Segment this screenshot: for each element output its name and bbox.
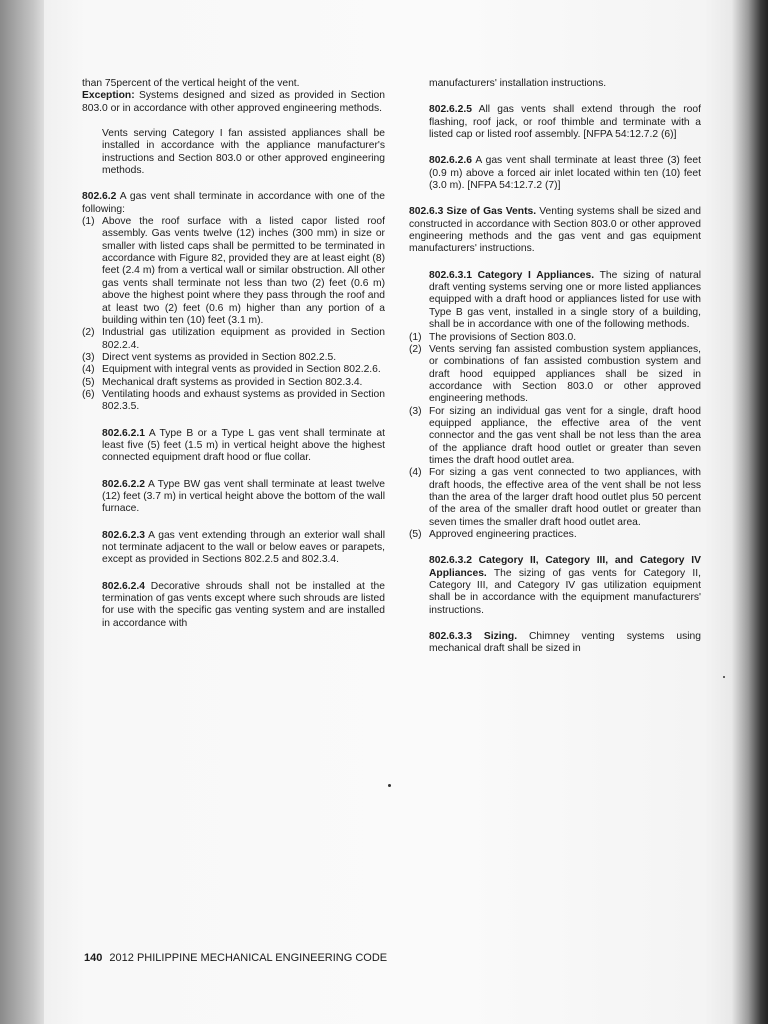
- section-text: A gas vent shall terminate in accordance with one of the following:: [82, 191, 385, 215]
- list-item-number: (4): [82, 364, 95, 376]
- exception-text: Systems designed and sized as provided in Section 803.0 or in accordance with other approved engineering methods.: [82, 90, 385, 114]
- list-item-number: (1): [409, 331, 422, 343]
- right-column: [409, 78, 701, 656]
- section-802-6-2-2: [82, 479, 385, 516]
- section-802-6-2-3: [82, 530, 385, 567]
- section-heading: 802.6.3 Size of Gas Vents.: [409, 206, 537, 218]
- book-title: 2012 PHILIPPINE MECHANICAL ENGINEERING CODE: [109, 952, 388, 964]
- list-item-number: (5): [409, 529, 422, 540]
- exception-paragraph: [82, 90, 385, 115]
- list-item: [409, 332, 701, 344]
- section-text: The sizing of gas vents for Category II, Category III, and Category IV gas utilization equipment shall be in accordance with the equipment manufacturers' instructions.: [429, 567, 701, 616]
- section-heading: 802.6.3.1 Category I Appliances.: [429, 269, 595, 281]
- section-number: 802.6.2.1: [102, 427, 145, 439]
- list-item-text: Mechanical draft systems as provided in Section 802.3.4.: [102, 376, 363, 388]
- section-802-6-2-5: [409, 104, 701, 141]
- list-item-number: (6): [82, 388, 95, 400]
- list-item-number: (2): [409, 343, 422, 355]
- scan-binding-shadow: [0, 0, 44, 1024]
- list-item: [82, 389, 385, 414]
- paragraph: than 75percent of the vertical height of the vent.: [82, 78, 300, 89]
- list-item-text: Industrial gas utilization equipment as provided in Section 802.2.4.: [102, 327, 385, 351]
- sizing-methods-list: [409, 332, 701, 542]
- section-text: A Type BW gas vent shall terminate at least twelve (12) feet (3.7 m) in vertical height above the bottom of the wall furnace.: [102, 478, 385, 515]
- section-text: Decorative shrouds shall not be installed at the termination of gas vents except where such shrouds are listed for use with the specific gas venting system and are installed in accordance with: [102, 580, 385, 629]
- scan-edge-shadow: [732, 0, 768, 1024]
- list-item: [82, 377, 385, 389]
- list-item-number: (5): [82, 376, 95, 388]
- section-number: 802.6.2.6: [429, 155, 472, 167]
- list-item-text: Vents serving fan assisted combustion system appliances, or combinations of fan assisted combustion system and draft hood equipped appliances shall be sized in accordance with Section 803.0 or other approved engineering methods.: [429, 343, 701, 405]
- section-number: 802.6.2.5: [429, 104, 472, 116]
- section-number: 802.6.2: [82, 191, 117, 203]
- list-item-number: (4): [409, 467, 422, 479]
- list-item: [82, 216, 385, 327]
- paragraph: manufacturers' installation instructions.: [429, 78, 607, 89]
- list-item-text: Above the roof surface with a listed capor listed roof assembly. Gas vents twelve (12) inches (300 mm) in size or smaller with listed caps shall be permitted to be terminated in accordance with Figure 82, provided they are at least eight (8) feet (2.4 m) from a vertical wall or similar obstruction. All other gas vents shall terminate not less than two (2) feet (0.6 m) above the highest point where they pass through the roof and at least two (2) feet (0.6 m) higher than any portion of a building within ten (10) feet (3.1 m).: [102, 216, 385, 326]
- section-text: Venting systems shall be sized and constructed in accordance with Section 803.0 or other approved engineering methods and the gas vent and gas equipment manufacturers' instructions.: [409, 206, 701, 255]
- section-text: All gas vents shall extend through the roof flashing, roof jack, or roof thimble and terminate with a listed cap or listed roof assembly. [NFPA 54:12.7.2 (6)]: [429, 104, 701, 141]
- list-item-number: (3): [409, 405, 422, 417]
- list-item: [409, 467, 701, 529]
- section-802-6-3-2: [409, 555, 701, 617]
- left-column: [82, 78, 385, 630]
- list-item-number: (3): [82, 351, 95, 363]
- exception-label: Exception:: [82, 90, 135, 102]
- section-number: 802.6.2.2: [102, 478, 145, 490]
- list-item-text: Approved engineering practices.: [429, 529, 577, 540]
- section-text: A gas vent shall terminate at least three (3) feet (0.9 m) above a forced air inlet located within ten (10) feet (3.0 m). [NFPA 54:12.7.2 (7)]: [429, 155, 701, 192]
- list-item-text: For sizing an individual gas vent for a single, draft hood equipped appliance, the effective area of the vent connector and the gas vent shall be not less than the area of the appliance draft hood outlet or greater than seven times the draft hood outlet area.: [429, 405, 701, 466]
- section-802-6-2: [82, 191, 385, 216]
- page-footer: [84, 952, 387, 964]
- section-heading: 802.6.3.3 Sizing.: [429, 631, 518, 643]
- section-802-6-3: [409, 206, 701, 255]
- paragraph: Vents serving Category I fan assisted appliances shall be installed in accordance with the appliance manufacturer's instructions and Section 803.0 or other approved engineering methods.: [102, 128, 385, 177]
- list-item-text: Ventilating hoods and exhaust systems as provided in Section 802.3.5.: [102, 388, 385, 413]
- section-text: A gas vent extending through an exterior wall shall not terminate adjacent to the wall or below eaves or parapets, except as provided in Sections 802.2.5 and 802.3.4.: [102, 529, 385, 566]
- list-item: [409, 406, 701, 468]
- section-text: The sizing of natural draft venting systems serving one or more listed appliances equipped with a draft hood or appliances listed for use with Type B gas vent, installed in a single story of a building, shall be in accordance with one of the following methods.: [429, 269, 701, 331]
- list-item-text: The provisions of Section 803.0.: [429, 331, 577, 343]
- section-number: 802.6.2.4: [102, 580, 145, 592]
- list-item-text: Equipment with integral vents as provided in Section 802.2.6.: [102, 364, 381, 376]
- section-text: A Type B or a Type L gas vent shall terminate at least five (5) feet (1.5 m) in vertical height above the highest connected equipment draft hood or flue collar.: [102, 427, 385, 464]
- section-text: Chimney venting systems using mechanical draft shall be sized in: [429, 631, 702, 655]
- section-number: 802.6.2.3: [102, 529, 145, 541]
- list-item-text: Direct vent systems as provided in Section 802.2.5.: [102, 351, 337, 363]
- list-item: [82, 352, 385, 364]
- section-heading: 802.6.3.2 Category II, Category III, and Category IV Appliances.: [429, 555, 701, 579]
- list-item: [82, 327, 385, 352]
- section-802-6-3-3: [409, 631, 701, 656]
- page-number: 140: [84, 952, 103, 964]
- list-item-number: (2): [82, 327, 95, 339]
- scan-speck: [723, 676, 725, 678]
- section-802-6-2-6: [409, 155, 701, 192]
- section-802-6-2-4: [82, 581, 385, 630]
- list-item: [82, 364, 385, 376]
- section-802-6-2-1: [82, 428, 385, 465]
- termination-list: [82, 216, 385, 414]
- scan-speck: [388, 784, 391, 787]
- list-item-number: (1): [82, 216, 95, 228]
- section-802-6-3-1: [409, 270, 701, 332]
- list-item: [409, 529, 701, 541]
- list-item-text: For sizing a gas vent connected to two appliances, with draft hoods, the effective area of the vent shall be not less than the area of the larger draft hood outlet plus 50 percent of the area of the smaller draft hood outlet or greater than seven times the smaller draft hood outlet area.: [429, 467, 701, 528]
- list-item: [409, 344, 701, 406]
